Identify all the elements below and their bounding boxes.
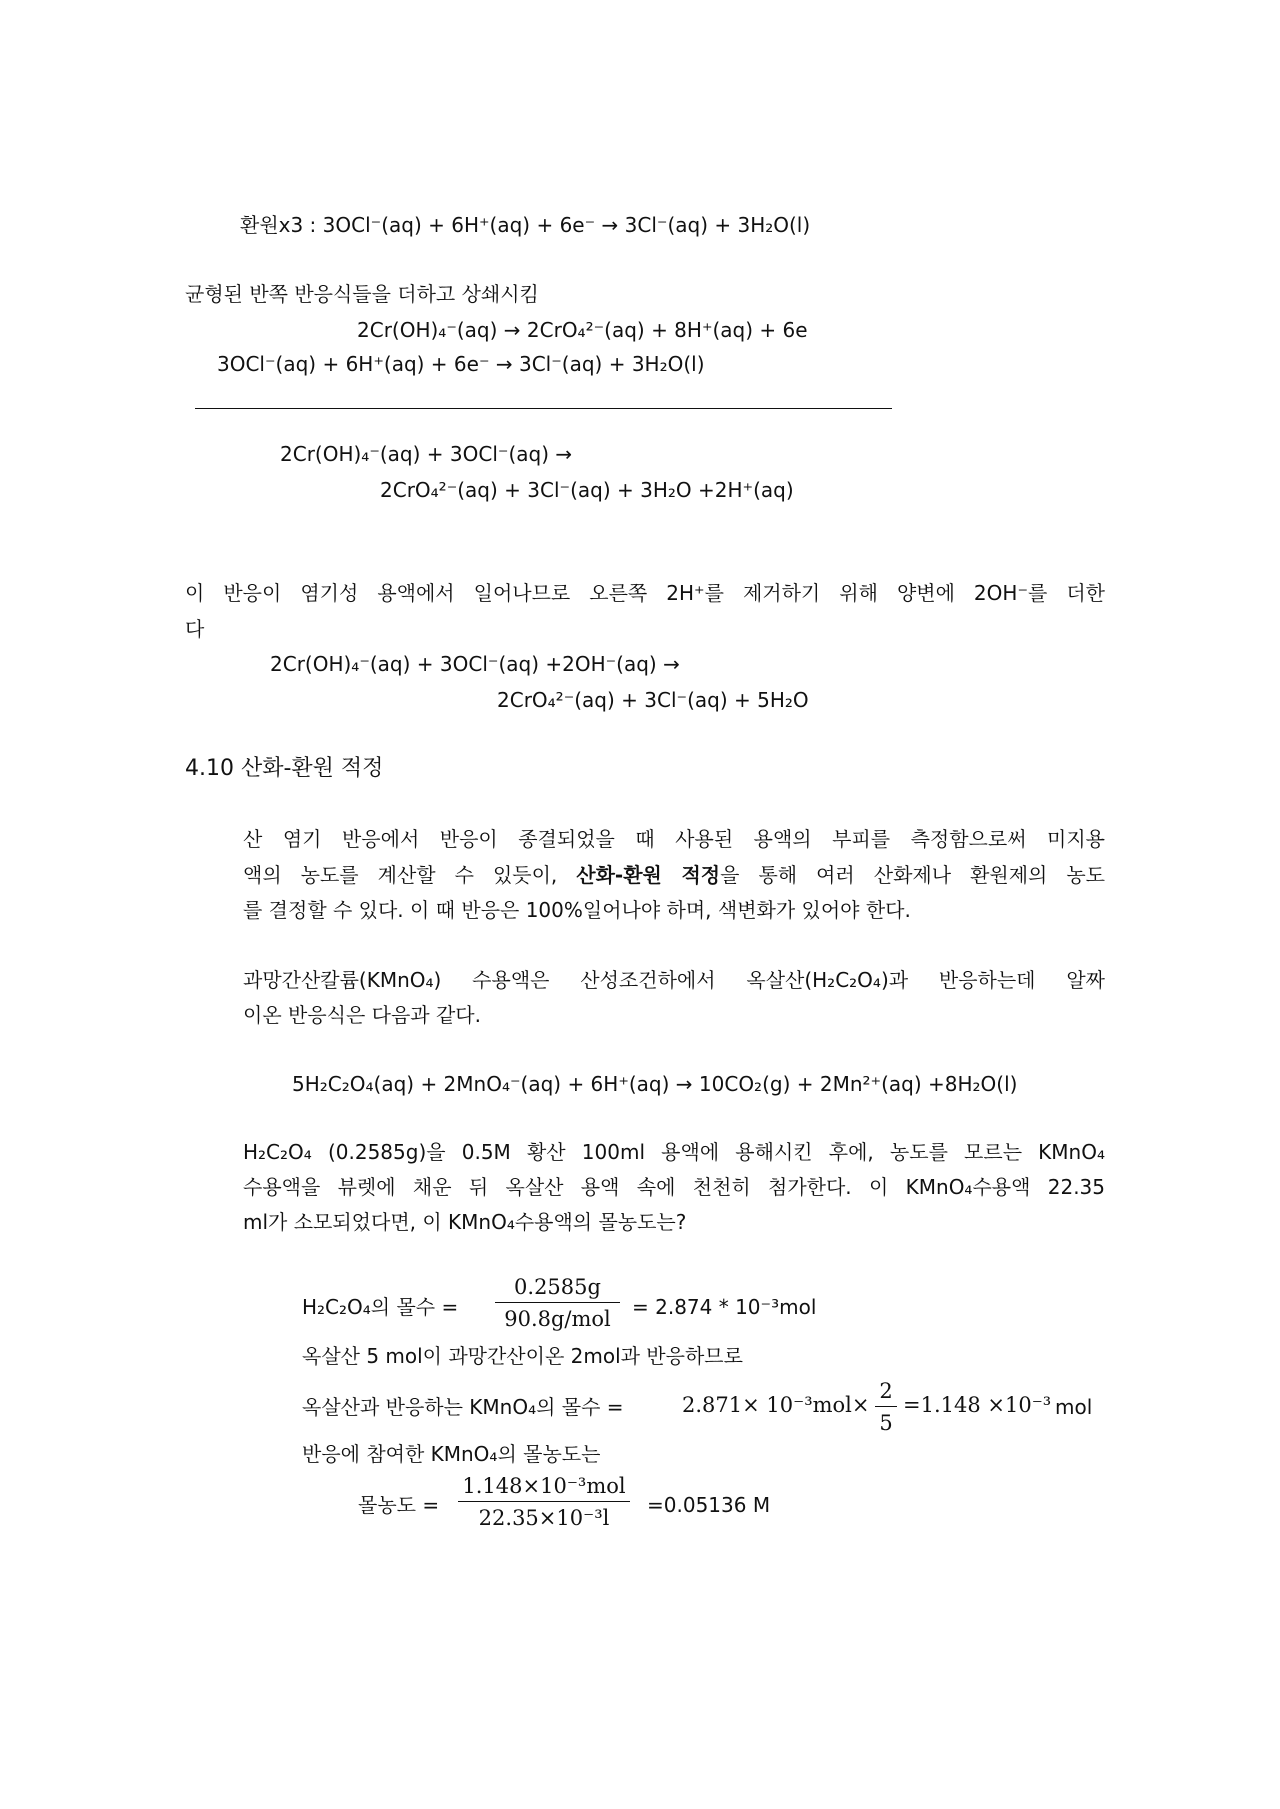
paragraph-1-line-1: 산 염기 반응에서 반응이 종결되었을 때 사용된 용액의 부피를 측정함으로써 미지용	[243, 827, 1105, 851]
molarity-denominator: 22.35×10⁻³l	[478, 1506, 610, 1530]
kmno4-moles-result: =1.148 ×10⁻³	[903, 1393, 1052, 1417]
basic-reaction-left: 2Cr(OH)₄⁻(aq) + 3OCl⁻(aq) +2OH⁻(aq) →	[270, 652, 680, 676]
molarity-fraction-bar	[458, 1501, 630, 1502]
net-reaction-left: 2Cr(OH)₄⁻(aq) + 3OCl⁻(aq) →	[280, 442, 573, 466]
stoichiometry-note: 옥살산 5 mol이 과망간산이온 2mol과 반응하므로	[302, 1344, 743, 1368]
ratio-fraction-bar	[875, 1406, 897, 1407]
kmno4-moles-expression: 2.871× 10⁻³mol×	[682, 1393, 870, 1417]
ratio-fraction	[875, 1379, 897, 1435]
moles-fraction	[495, 1275, 620, 1331]
paragraph-2-line-2: 이온 반응식은 다음과 같다.	[243, 1003, 481, 1027]
molarity-label: 몰농도 =	[358, 1493, 440, 1517]
paragraph-3-line-1: H₂C₂O₄ (0.2585g)을 0.5M 황산 100ml 용액에 용해시킨 후에, 농도를 모르는 KMnO₄	[243, 1140, 1105, 1164]
concentration-intro: 반응에 참여한 KMnO₄의 몰농도는	[302, 1442, 601, 1466]
reduction-half-reaction-repeat: 3OCl⁻(aq) + 6H⁺(aq) + 6e⁻ → 3Cl⁻(aq) + 3H₂O(l)	[217, 352, 705, 376]
basic-solution-note: 이 반응이 염기성 용액에서 일어나므로 오른쪽 2H⁺를 제거하기 위해 양변에 2OH⁻를 더한	[185, 581, 1105, 605]
sum-divider-line	[195, 408, 892, 409]
paragraph-1-line-2	[243, 865, 1105, 885]
kmno4-moles-unit: mol	[1055, 1395, 1093, 1419]
net-reaction-right: 2CrO₄²⁻(aq) + 3Cl⁻(aq) + 3H₂O +2H⁺(aq)	[380, 478, 794, 502]
balanced-sum-caption: 균형된 반쪽 반응식들을 더하고 상쇄시킴	[185, 282, 539, 306]
basic-solution-note-end: 다	[185, 617, 205, 641]
moles-label: H₂C₂O₄의 몰수 =	[302, 1295, 459, 1319]
paragraph-3-line-2: 수용액을 뷰렛에 채운 뒤 옥살산 용액 속에 천천히 첨가한다. 이 KMnO₄수용액 22.35	[243, 1175, 1105, 1199]
oxidation-half-reaction: 2Cr(OH)₄⁻(aq) → 2CrO₄²⁻(aq) + 8H⁺(aq) + 6e	[357, 318, 808, 342]
term-redox-titration: 산화-환원 적정	[576, 863, 721, 887]
paragraph-1-line-3: 를 결정할 수 있다. 이 때 반응은 100%일어나야 하며, 색변화가 있어야 한다.	[243, 898, 911, 922]
moles-denominator: 90.8g/mol	[504, 1307, 611, 1331]
molarity-fraction	[458, 1474, 630, 1530]
moles-fraction-bar	[495, 1302, 620, 1303]
moles-result: = 2.874 * 10⁻³mol	[632, 1295, 817, 1319]
molarity-result: =0.05136 M	[647, 1493, 771, 1517]
ratio-numerator: 2	[879, 1379, 893, 1403]
molarity-numerator: 1.148×10⁻³mol	[462, 1474, 626, 1498]
kmno4-moles-label: 옥살산과 반응하는 KMnO₄의 몰수 =	[302, 1395, 624, 1419]
moles-numerator: 0.2585g	[514, 1275, 601, 1299]
section-heading: 4.10 산화-환원 적정	[185, 756, 384, 781]
paragraph-3-line-3: ml가 소모되었다면, 이 KMnO₄수용액의 몰농도는?	[243, 1210, 687, 1234]
basic-reaction-right: 2CrO₄²⁻(aq) + 3Cl⁻(aq) + 5H₂O	[497, 688, 809, 712]
ratio-denominator: 5	[879, 1411, 893, 1435]
net-ionic-equation: 5H₂C₂O₄(aq) + 2MnO₄⁻(aq) + 6H⁺(aq) → 10CO₂(g) + 2Mn²⁺(aq) +8H₂O(l)	[292, 1072, 1018, 1096]
p1-text-post: 을 통해 여러 산화제나 환원제의 농도	[720, 863, 1106, 887]
paragraph-2-line-1: 과망간산칼륨(KMnO₄) 수용액은 산성조건하에서 옥살산(H₂C₂O₄)과 반응하는데 알짜	[243, 968, 1105, 992]
p1-text-pre: 액의 농도를 계산할 수 있듯이,	[243, 863, 577, 887]
reduction-half-reaction: 환원x3 : 3OCl⁻(aq) + 6H⁺(aq) + 6e⁻ → 3Cl⁻(aq) + 3H₂O(l)	[240, 213, 811, 237]
